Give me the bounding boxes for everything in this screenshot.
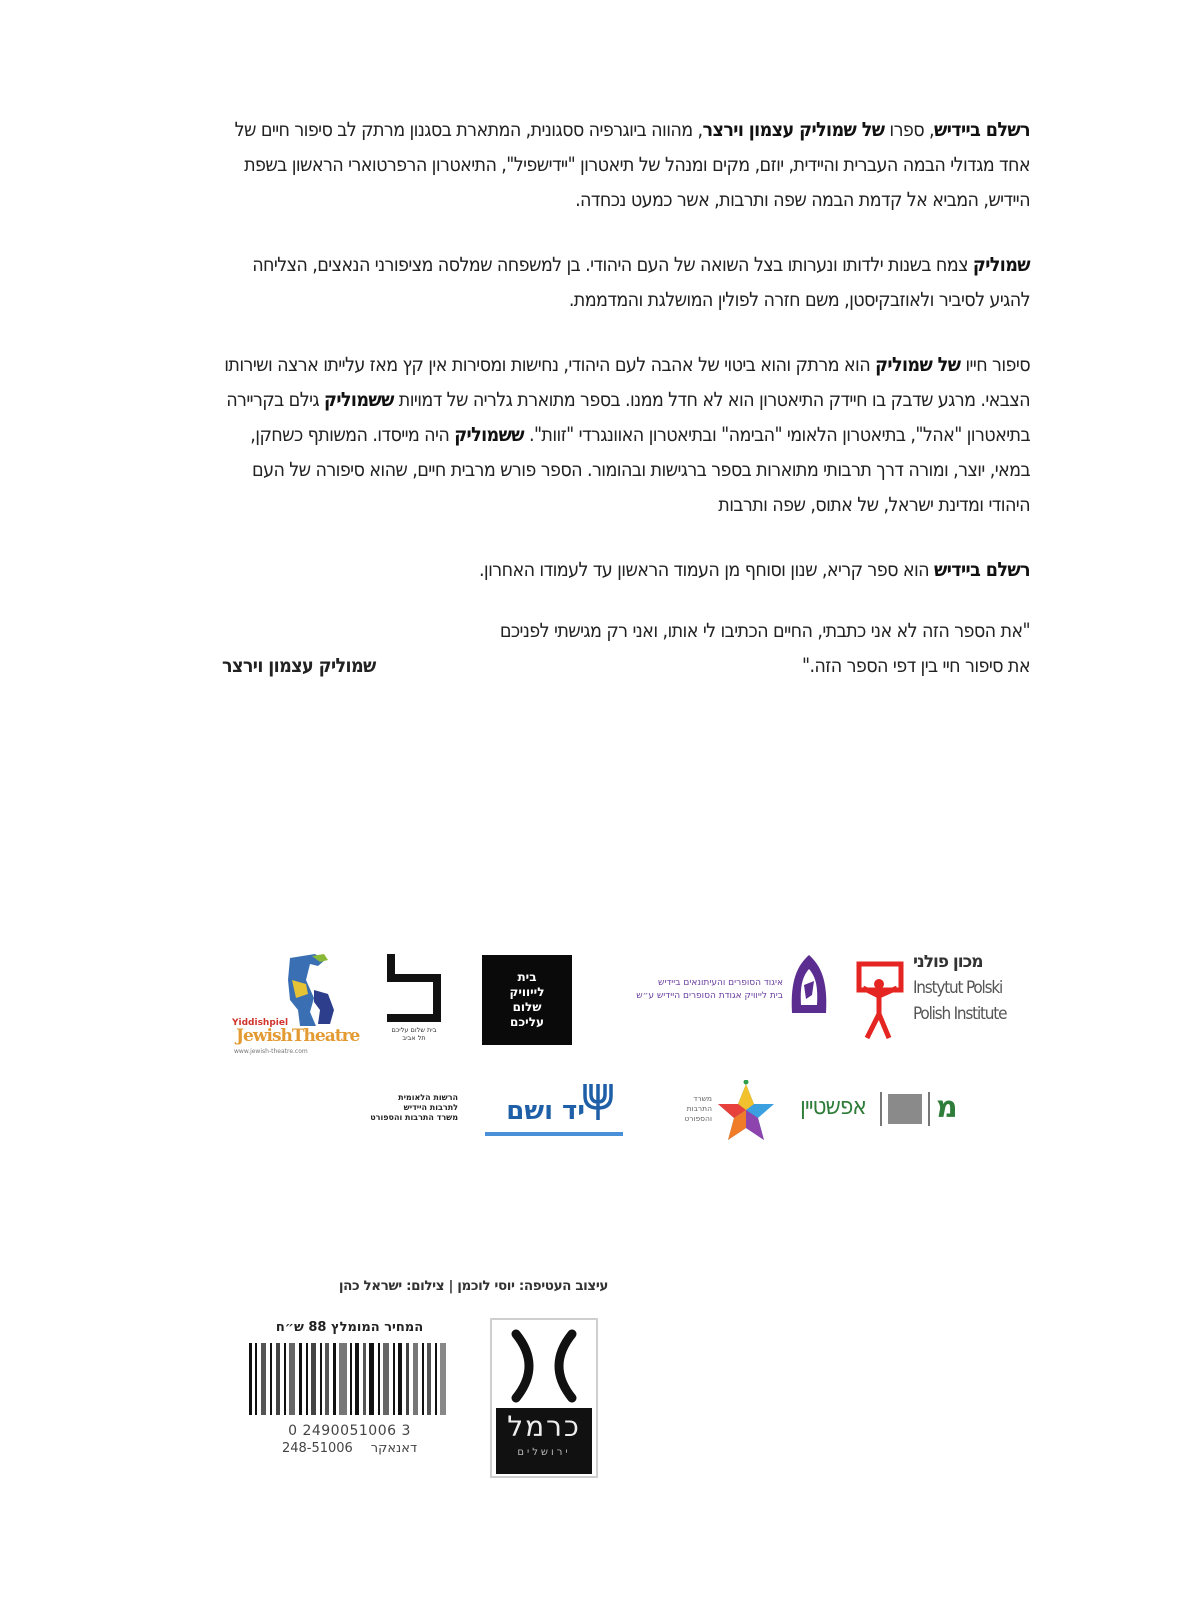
yiddishpiel-logo: Yiddishpiel JewishTheatre www.jewish-theatre.com (232, 950, 352, 1058)
arch-icon (790, 955, 828, 1013)
quote-signature: שמוליק עצמון וירצר (222, 654, 376, 677)
ean-number: 0 2490051006 3 (288, 1423, 411, 1439)
author-quote: "את הספר הזה לא אני כתבתי, החיים הכתיבו לי אותו, ואני רק מגישתי לפניכם את סיפור חיי בין דפי הספר הזה." שמוליק עצמון וירצר (222, 613, 1030, 683)
figure-holding-frame-icon (855, 960, 905, 1040)
culture-ministry-logo: משרד התרבות והספורט (652, 1080, 777, 1146)
colorful-star-icon (716, 1080, 776, 1146)
price-label: המחיר המומלץ 88 ש״ח (275, 1320, 424, 1335)
blurb-paragraph-3: סיפור חייו של שמוליק הוא מרתק והוא ביטוי של אהבה לעם היהודי, נחישות ומסירות אין קץ מאז עלייתו ארצה ושירותו הצבאי. מרגע שדבק בו חיידק התיאטרון הוא לא חדל ממנו. בספר מתוארת גלריה של דמויות ששמוליק גילם בקריירה בתיאטרון "אהל", בתיאטרון הלאומי "הבימה" ובתיאטרון האוונגרדי "זוות". ששמוליק היה מייסדו. המשותף כשחקן, במאי, יוצר, ומורה דרך תרבותי מתוארות בספר ברגישות ובהומור. הספר פורש מרבית חיים, שהוא סיפורה של העם היהודי ומדינת ישראל, של אתוס, שפה ותרבות (224, 353, 1030, 516)
polish-institute-logo: מכון פולני Instytut Polski Polish Institute (855, 952, 1020, 1042)
emblem-icon (888, 1094, 922, 1124)
carmel-mark-icon (502, 1328, 586, 1404)
barcode-icon (249, 1343, 449, 1415)
menorah-icon (581, 1082, 615, 1122)
blurb-paragraph-2: שמוליק צמח בשנות ילדותו ונערותו בצל השואה של העם היהודי. בן למשפחה שמלסה מציפורני הנאצים, הצליחה להגיע לסיביר ולאוזבקיסטן, משם חזרה לפולין המושלגת והמדממת. (252, 253, 1030, 311)
back-cover-blurb (222, 112, 1030, 683)
leivick-house-logo: איגוד הסופרים והעיתונאים ביידיש בית לייוויק אגודת הסופרים היידיש ע״ש (598, 955, 828, 1025)
cover-credit: עיצוב העטיפה: יוסי לוכמן | צילום: ישראל כהן (338, 1278, 608, 1294)
yad-vashem-logo: יד ושם (485, 1082, 625, 1144)
carmel-publisher-logo: כרמל ירושלים (490, 1318, 598, 1478)
beit-leivick-black-logo: בית לייוויק שלום עליכם (482, 955, 572, 1045)
blurb-paragraph-4: רשלם ביידיש הוא ספר קריא, שנון וסוחף מן העמוד הראשון עד לעמודו האחרון. (478, 558, 1030, 581)
catalog-number: 248-51006 (281, 1441, 353, 1456)
bet-letter-icon (383, 952, 445, 1026)
book-title: רשלם ביידיש (934, 118, 1030, 141)
epstein-logo: אפשטיין מ (800, 1090, 958, 1125)
barcode-block: המחיר המומלץ 88 ש״ח 0 2490051006 3 248-51006 דאנאקר (247, 1320, 452, 1456)
author-name: של שמוליק עצמון וירצר (702, 118, 885, 141)
beit-shalom-aleichem-logo: בית שלום עליכם תל אביב (383, 952, 445, 1044)
national-authority-logo: הרשות הלאומית לתרבות היידיש משרד התרבות והספורט (370, 1093, 458, 1122)
blurb-paragraph-1: רשלם ביידיש, ספרו של שמוליק עצמון וירצר, מהווה ביוגרפיה ססגונית, המתארת בסגנון מרתק לב סיפור חיים של אחד מגדולי הבמה העברית והיידית, יוזם, מקים ומנהל של תיאטרון "יידישפיל", התיאטרון הרפרטוארי הראשון בשפת היידיש, המביא אל קדמת הבמה שפה ותרבות, אשר כמעט נכחדה. (234, 118, 1030, 211)
book-title: רשלם ביידיש (934, 558, 1030, 581)
